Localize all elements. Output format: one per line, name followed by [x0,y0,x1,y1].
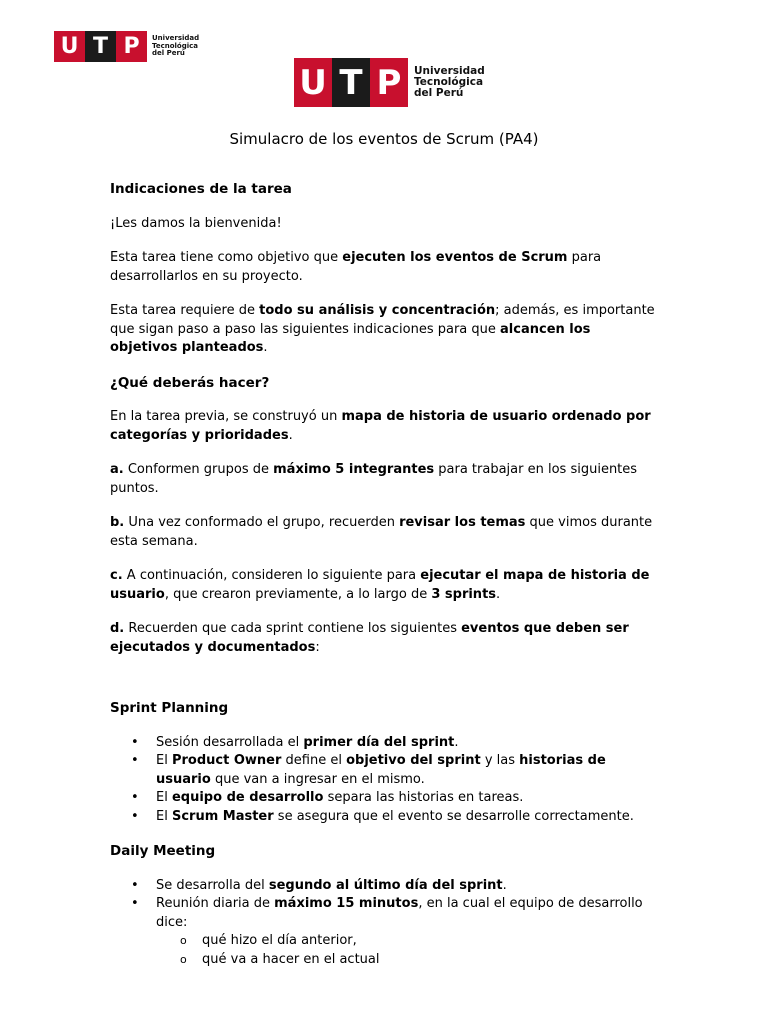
paragraph-previous-task: En la tarea previa, se construyó un mapa de historia de usuario ordenado por categorías y prioridades. [110,409,651,443]
logo-letter-p: P [370,58,408,107]
logo-caption-line: Tecnológica [152,41,199,50]
logo-caption-line: del Perú [152,49,185,58]
paragraph-requirements: Esta tarea requiere de todo su análisis y concentración; además, es importante que sigan paso a paso las siguientes indicaciones para que alcancen los objetivos planteados. [110,303,655,355]
bullet-item: • Reunión diaria de máximo 15 minutos, en la cual el equipo de desarrollo dice: [110,895,655,932]
bullet-item: • Se desarrolla del segundo al último día del sprint. [110,877,655,896]
welcome-text: ¡Les damos la bienvenida! [110,215,282,231]
logo-caption [414,66,485,99]
utp-logo-large [294,58,485,107]
logo-caption [152,35,199,57]
section-heading: Daily Meeting [110,843,216,859]
bullet-item: • El Product Owner define el objetivo del sprint y las historias de usuario que van a ingresar en el mismo. [110,752,655,789]
logo-letter-t: T [332,58,370,107]
step-a: a. Conformen grupos de máximo 5 integrantes para trabajar en los siguientes puntos. [110,462,638,496]
sub-bullet-item: o qué hizo el día anterior, [110,932,655,951]
logo-letter-u: U [54,31,85,62]
section-heading: Sprint Planning [110,700,229,716]
logo-letter-p: P [116,31,147,62]
document-title: Simulacro de los eventos de Scrum (PA4) [229,130,539,148]
logo-caption-line: Tecnológica [414,75,484,88]
step-c: c. A continuación, consideren lo siguiente para ejecutar el mapa de historia de usuario, que crearon previamente, a lo largo de 3 sprints. [110,568,650,602]
document-body [110,180,655,969]
logo-caption-line: Universidad [414,64,485,77]
section-heading: Indicaciones de la tarea [110,181,292,197]
logo-letter-t: T [85,31,116,62]
logo-letter-u: U [294,58,332,107]
utp-logo-small [54,31,199,62]
sub-bullet-item: o qué va a hacer en el actual [110,951,655,970]
section-heading: ¿Qué deberás hacer? [110,374,270,391]
step-d: d. Recuerden que cada sprint contiene los siguientes eventos que deben ser ejecutados y documentados: [110,621,629,655]
bullet-item: • Sesión desarrollada el primer día del sprint. [110,734,655,753]
logo-caption-line: Universidad [152,34,200,43]
bullet-item: • El Scrum Master se asegura que el evento se desarrolle correctamente. [110,808,655,827]
logo-caption-line: del Perú [414,87,464,99]
step-b: b. Una vez conformado el grupo, recuerden revisar los temas que vimos durante esta semana. [110,515,653,549]
paragraph-objective: Esta tarea tiene como objetivo que ejecuten los eventos de Scrum para desarrollarlos en su proyecto. [110,250,602,284]
bullet-item: • El equipo de desarrollo separa las historias en tareas. [110,789,655,808]
